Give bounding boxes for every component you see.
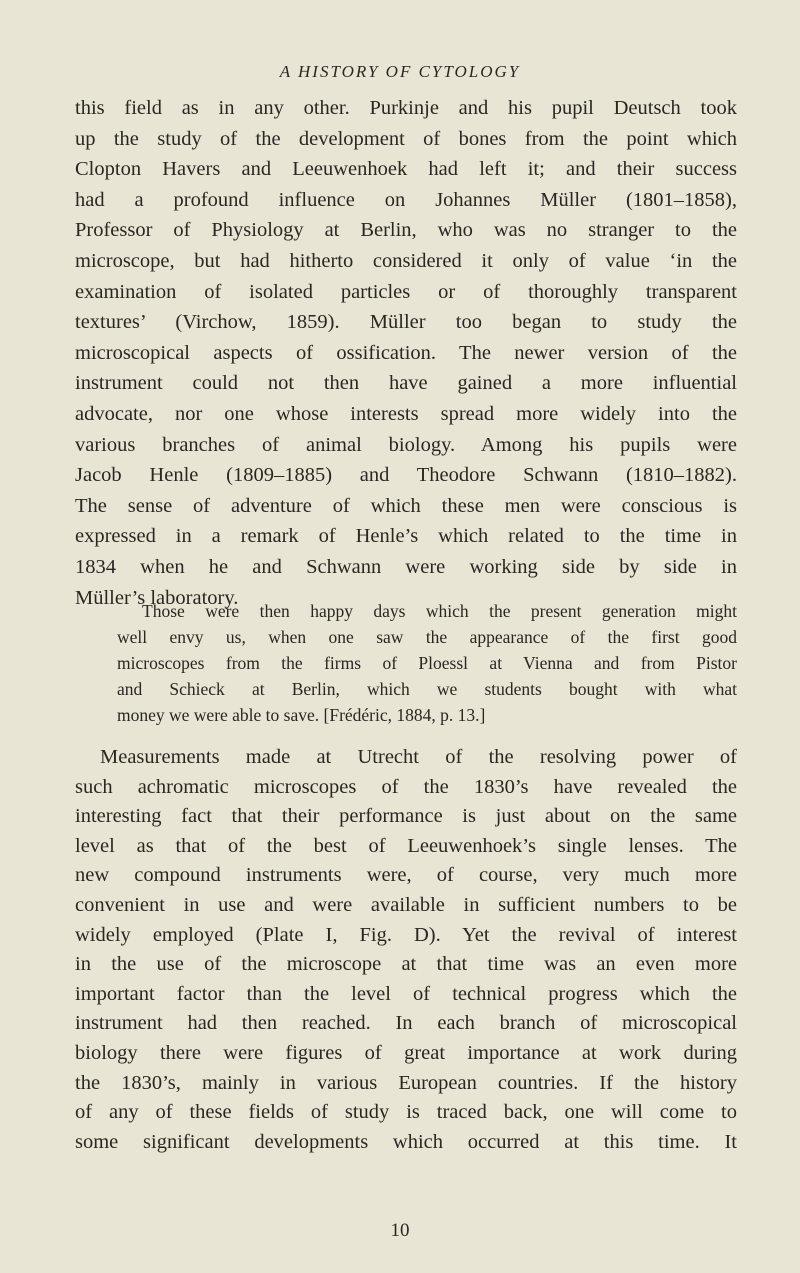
text-line: some significant developments which occurred at this time. It <box>75 1130 737 1153</box>
text-line: important factor than the level of technical progress which the <box>75 982 737 1005</box>
text-line: Müller’s laboratory. <box>75 586 239 609</box>
text-line: money we were able to save. [Frédéric, 1884, p. 13.] <box>117 705 486 725</box>
text-line: such achromatic microscopes of the 1830’s have revealed the <box>75 775 737 798</box>
text-line: microscopes from the firms of Ploessl at Vienna and from Pistor <box>117 653 737 673</box>
text-line: Jacob Henle (1809–1885) and Theodore Schwann (1810–1882). <box>75 464 737 487</box>
text-line: Those were then happy days which the present generation might <box>142 601 737 621</box>
text-line: instrument had then reached. In each branch of microscopical <box>75 1012 737 1035</box>
text-line: Professor of Physiology at Berlin, who was no stranger to the <box>75 219 737 242</box>
text-line: the 1830’s, mainly in various European countries. If the history <box>75 1071 737 1094</box>
text-line: The sense of adventure of which these men were conscious is <box>75 494 737 517</box>
text-line: new compound instruments were, of course, very much more <box>75 864 737 887</box>
text-line: interesting fact that their performance is just about on the same <box>75 805 737 828</box>
text-line: level as that of the best of Leeuwenhoek’s single lenses. The <box>75 834 737 857</box>
paragraph-2 <box>75 743 737 1157</box>
text-line: examination of isolated particles or of thoroughly transparent <box>75 280 737 303</box>
text-line: Measurements made at Utrecht of the resolving power of <box>100 746 737 768</box>
page-number: 10 <box>390 1220 410 1241</box>
text-line: convenient in use and were available in sufficient numbers to be <box>75 893 737 916</box>
paragraph-1 <box>75 93 737 613</box>
block-quote <box>117 598 737 728</box>
text-line: widely employed (Plate I, Fig. D). Yet the revival of interest <box>75 923 737 946</box>
text-line: this field as in any other. Purkinje and his pupil Deutsch took <box>75 97 737 119</box>
text-line: microscope, but had hitherto considered it only of value ‘in the <box>75 249 737 272</box>
text-line: advocate, nor one whose interests spread more widely into the <box>75 402 737 425</box>
text-line: textures’ (Virchow, 1859). Müller too began to study the <box>75 311 737 334</box>
text-line: various branches of animal biology. Among his pupils were <box>75 433 737 456</box>
text-line: 1834 when he and Schwann were working side by side in <box>75 555 737 578</box>
text-line: and Schieck at Berlin, which we students bought with what <box>117 679 737 699</box>
text-line: of any of these fields of study is traced back, one will come to <box>75 1101 737 1124</box>
text-line: well envy us, when one saw the appearance of the first good <box>117 627 737 647</box>
text-line: in the use of the microscope at that time was an even more <box>75 953 737 976</box>
text-line: instrument could not then have gained a more influential <box>75 372 737 395</box>
text-line: had a profound influence on Johannes Müller (1801–1858), <box>75 188 737 211</box>
text-line: biology there were figures of great importance at work during <box>75 1041 737 1064</box>
text-line: up the study of the development of bones from the point which <box>75 127 737 150</box>
running-header: A HISTORY OF CYTOLOGY <box>279 62 521 81</box>
text-line: Clopton Havers and Leeuwenhoek had left it; and their success <box>75 158 737 181</box>
text-line: expressed in a remark of Henle’s which related to the time in <box>75 525 737 548</box>
text-line: microscopical aspects of ossification. The newer version of the <box>75 341 737 364</box>
